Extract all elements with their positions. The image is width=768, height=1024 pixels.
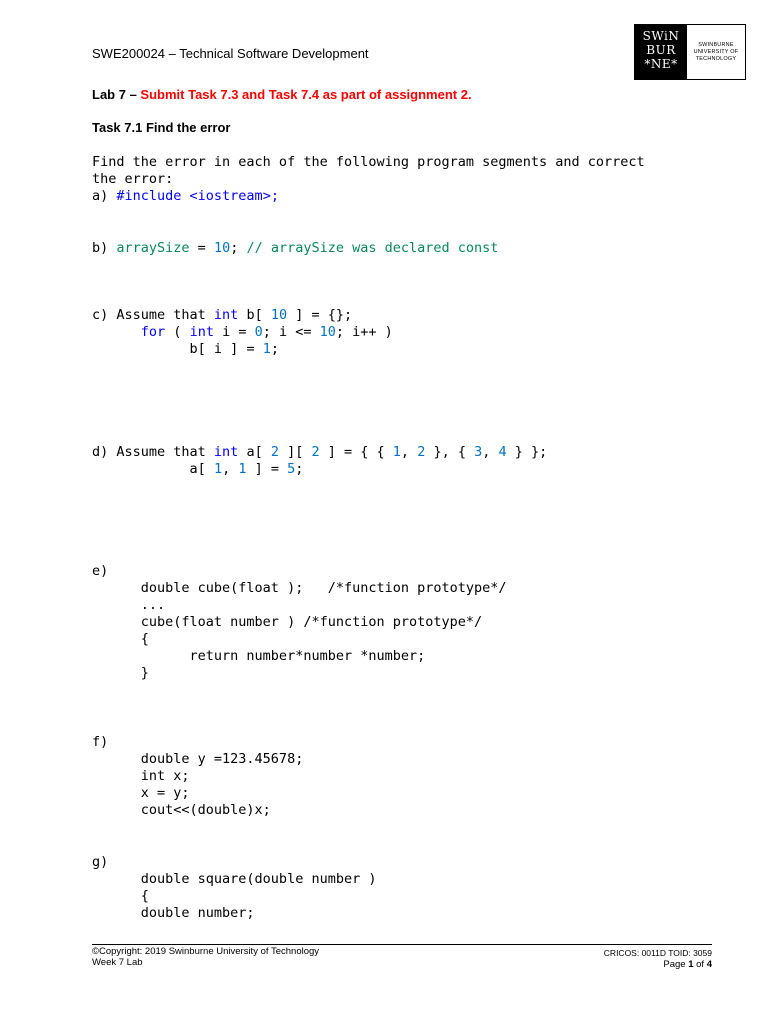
code-text: ; bbox=[270, 341, 279, 357]
code-text: } }; bbox=[506, 444, 548, 460]
lab-submit-note: Submit Task 7.3 and Task 7.4 as part of assignment 2. bbox=[140, 87, 472, 102]
code-line: double number; bbox=[92, 905, 255, 921]
code-line bbox=[92, 461, 547, 478]
logo-text-line: UNIVERSITY OF bbox=[693, 49, 739, 55]
code-text: b[ i ] = bbox=[189, 341, 263, 357]
code-line bbox=[92, 324, 393, 341]
code-line: { bbox=[92, 888, 149, 904]
code-line: double cube(float ); /*function prototype*/ bbox=[92, 580, 507, 596]
code-number: 1 bbox=[262, 341, 271, 357]
code-line: x = y; bbox=[92, 785, 190, 801]
code-text: c) Assume that bbox=[92, 307, 214, 323]
code-text: b[ bbox=[238, 307, 271, 323]
code-keyword: for bbox=[140, 324, 166, 340]
item-c bbox=[92, 307, 393, 358]
item-label: b) bbox=[92, 240, 117, 256]
cricos: CRICOS: 0011D TOID: 3059 bbox=[603, 948, 712, 958]
code-text: ] = {}; bbox=[287, 307, 353, 323]
code-text: ; bbox=[295, 461, 304, 477]
code-text: , bbox=[482, 444, 499, 460]
item-label: g) bbox=[92, 854, 109, 870]
code-line: double square(double number ) bbox=[92, 871, 377, 887]
code-number: 2 bbox=[417, 444, 426, 460]
page-current: 1 bbox=[688, 959, 694, 970]
logo-mark-line: BUR bbox=[646, 43, 676, 57]
code-line: ... bbox=[92, 597, 166, 613]
code-number: 2 bbox=[311, 444, 320, 460]
code-semicolon: ; bbox=[230, 240, 247, 256]
code-indent bbox=[92, 341, 190, 357]
code-number: 5 bbox=[287, 461, 296, 477]
code-text: ] = bbox=[246, 461, 288, 477]
lab-line bbox=[92, 87, 472, 102]
code-indent bbox=[92, 461, 190, 477]
logo-text-line: SWINBURNE bbox=[698, 42, 734, 48]
item-b bbox=[92, 240, 498, 257]
code-line: { bbox=[92, 631, 149, 647]
week-label: Week 7 Lab bbox=[92, 957, 143, 968]
code-keyword: int bbox=[189, 324, 214, 340]
intro-line: the error: bbox=[92, 171, 174, 187]
lab-label: Lab 7 – bbox=[92, 87, 141, 102]
code-number: 2 bbox=[270, 444, 279, 460]
logo-mark-line: SWiN bbox=[642, 29, 680, 43]
swinburne-logo bbox=[634, 24, 746, 80]
code-line: cube(float number ) /*function prototype*/ bbox=[92, 614, 483, 630]
code-text: a[ bbox=[238, 444, 271, 460]
item-f bbox=[92, 734, 303, 819]
code-line: } bbox=[92, 665, 149, 681]
code-line bbox=[92, 307, 393, 324]
course-title: SWE200024 – Technical Software Development bbox=[92, 46, 369, 61]
code-number: 10 bbox=[270, 307, 288, 323]
code-number: 10 bbox=[213, 240, 231, 256]
code-number: 3 bbox=[474, 444, 483, 460]
include-directive: #include <iostream>; bbox=[116, 188, 279, 204]
code-indent bbox=[92, 324, 141, 340]
code-keyword: int bbox=[213, 444, 239, 460]
logo-mark-line: *NE* bbox=[644, 57, 678, 71]
code-number: 1 bbox=[392, 444, 401, 460]
code-line: int x; bbox=[92, 768, 190, 784]
code-text: d) Assume that bbox=[92, 444, 214, 460]
intro-line: Find the error in each of the following program segments and correct bbox=[92, 154, 645, 170]
item-a bbox=[92, 188, 279, 205]
page-of: of bbox=[693, 959, 707, 970]
item-e bbox=[92, 563, 507, 682]
logo-text bbox=[687, 25, 745, 79]
item-label: a) bbox=[92, 188, 117, 204]
code-text: }, { bbox=[425, 444, 475, 460]
footer-right bbox=[560, 948, 712, 970]
page-prefix: Page bbox=[663, 959, 689, 970]
code-text: i = bbox=[213, 324, 255, 340]
copyright: ©Copyright: 2019 Swinburne University of Technology bbox=[92, 946, 320, 957]
code-number: 1 bbox=[238, 461, 247, 477]
task-heading: Task 7.1 Find the error bbox=[92, 120, 231, 135]
footer-left bbox=[92, 946, 319, 968]
code-number: 10 bbox=[319, 324, 336, 340]
code-text: ( bbox=[165, 324, 190, 340]
code-number: 0 bbox=[254, 324, 263, 340]
code-operator: = bbox=[189, 240, 214, 256]
code-text: ][ bbox=[278, 444, 312, 460]
code-line: return number*number *number; bbox=[92, 648, 426, 664]
item-label: e) bbox=[92, 563, 109, 579]
item-label: f) bbox=[92, 734, 109, 750]
code-comment: // arraySize was declared const bbox=[246, 240, 499, 256]
code-text: , bbox=[400, 444, 418, 460]
code-line: cout<<(double)x; bbox=[92, 802, 271, 818]
footer-divider bbox=[92, 944, 712, 945]
item-g bbox=[92, 854, 376, 922]
page-number bbox=[560, 959, 712, 970]
code-text: ] = { { bbox=[319, 444, 393, 460]
task-intro bbox=[92, 154, 645, 188]
logo-text-line: TECHNOLOGY bbox=[695, 56, 737, 62]
code-text: , bbox=[222, 461, 239, 477]
logo-mark bbox=[635, 25, 687, 79]
page-total: 4 bbox=[706, 959, 712, 970]
code-line bbox=[92, 444, 547, 461]
code-number: 1 bbox=[213, 461, 223, 477]
code-line bbox=[92, 341, 393, 358]
code-number: 4 bbox=[498, 444, 507, 460]
code-keyword: int bbox=[213, 307, 239, 323]
code-text: ; i++ ) bbox=[335, 324, 393, 340]
item-d bbox=[92, 444, 547, 478]
code-text: ; i <= bbox=[262, 324, 320, 340]
code-variable: arraySize bbox=[116, 240, 190, 256]
code-text: a[ bbox=[189, 461, 214, 477]
code-line: double y =123.45678; bbox=[92, 751, 304, 767]
